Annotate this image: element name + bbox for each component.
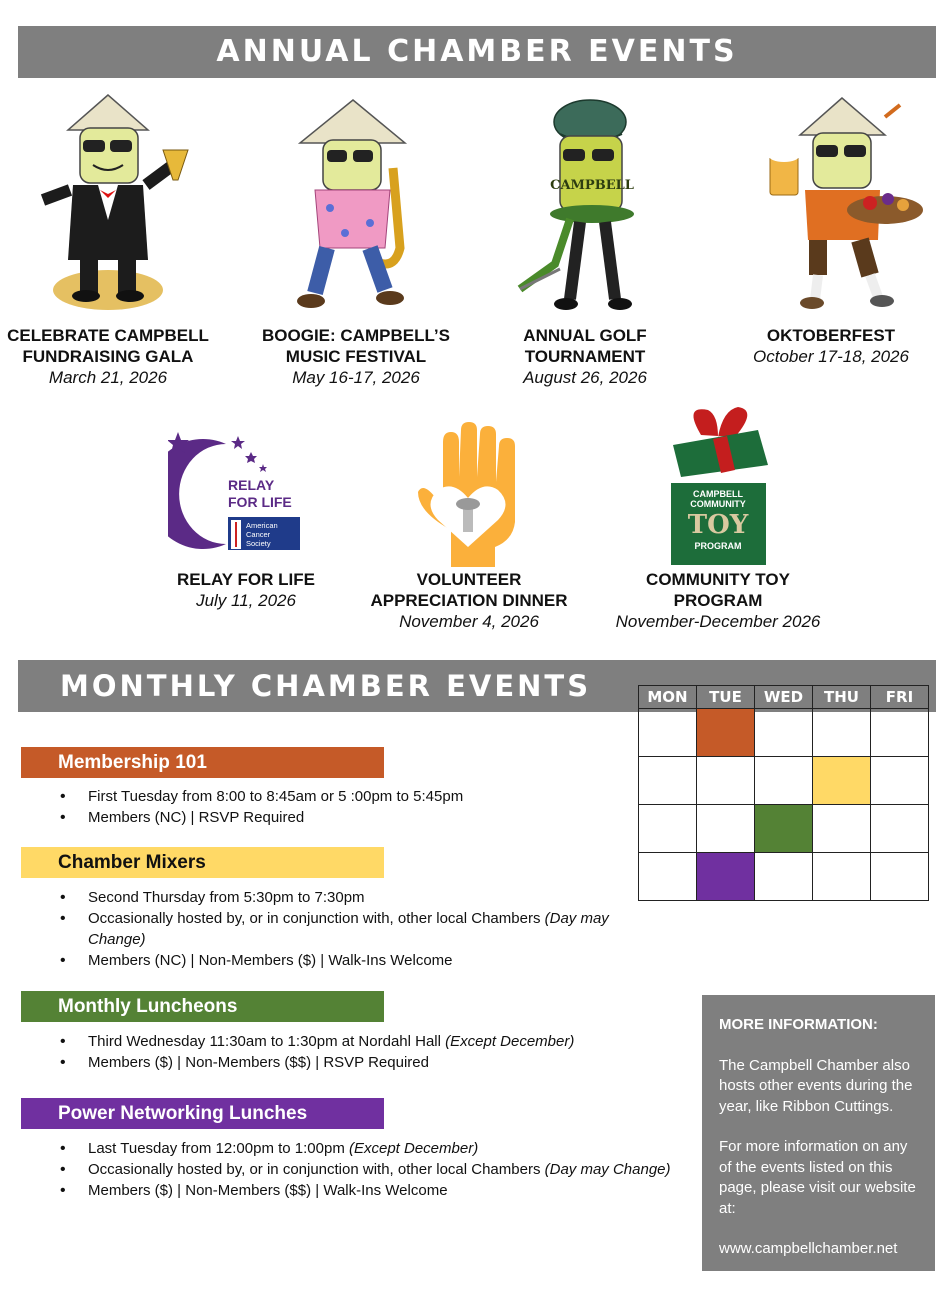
calendar-cell <box>871 853 929 901</box>
more-information-box <box>702 995 935 1271</box>
section-chamber-mixers-header: Chamber Mixers <box>21 847 384 878</box>
list-item <box>60 786 685 807</box>
calendar-cell <box>813 709 871 757</box>
event-date: October 17-18, 2026 <box>753 347 909 366</box>
event-volunteer-dinner <box>358 420 580 630</box>
event-name: BOOGIE: CAMPBELL’S MUSIC FESTIVAL <box>262 326 450 366</box>
bullet-text: Last Tuesday from 12:00pm to 1:00pm <box>88 1140 349 1157</box>
relay-for-life-logo <box>168 430 308 550</box>
list-item <box>60 950 685 971</box>
event-date: May 16-17, 2026 <box>292 368 420 387</box>
bullet-note: (Day may Change) <box>88 910 609 948</box>
bullet-text: Occasionally hosted by, or in conjunction with, other local Chambers <box>88 910 545 927</box>
event-music-festival <box>245 90 467 390</box>
list-item <box>60 887 685 908</box>
event-name: CELEBRATE CAMPBELL FUNDRAISING GALA <box>7 326 209 366</box>
calendar-cell <box>697 805 755 853</box>
list-item <box>60 807 685 828</box>
calendar-day-header: MON <box>639 686 697 709</box>
calendar-day-header: WED <box>755 686 813 709</box>
event-name: COMMUNITY TOY PROGRAM <box>646 570 790 610</box>
info-paragraph: The Campbell Chamber also hosts other events during the year, like Ribbon Cuttings. <box>719 1056 913 1115</box>
event-toy-program <box>600 405 836 635</box>
event-gala <box>0 90 216 390</box>
event-date: March 21, 2026 <box>48 368 168 387</box>
bullet-text: First Tuesday from 8:00 to 8:45am or 5 :00pm to 5:45pm <box>88 788 464 805</box>
calendar-cell <box>813 757 871 805</box>
bullet-text: Members (NC) | Non-Members ($) | Walk-Ins Welcome <box>88 952 453 969</box>
toy-program-gift-logo <box>663 405 773 570</box>
toy-logo-line1: CAMPBELL <box>693 489 743 499</box>
info-heading: MORE INFORMATION: <box>719 1016 878 1033</box>
golf-mascot-illustration <box>500 94 670 316</box>
acs-line3: Society <box>246 539 271 548</box>
calendar-week-row <box>639 709 929 757</box>
event-name: ANNUAL GOLF TOURNAMENT <box>523 326 647 366</box>
list-item <box>60 1138 685 1159</box>
info-paragraph: For more information on any of the events listed on this page, please visit our website at: <box>719 1138 916 1217</box>
bullet-text: Third Wednesday 11:30am to 1:30pm at Nordahl Hall <box>88 1033 446 1050</box>
oktoberfest-mascot-illustration <box>760 95 925 315</box>
calendar-cell <box>813 853 871 901</box>
calendar-cell <box>813 805 871 853</box>
calendar-cell <box>755 853 813 901</box>
calendar-cell <box>639 709 697 757</box>
monthly-events-banner: MONTHLY CHAMBER EVENTS <box>18 660 936 712</box>
music-festival-mascot-illustration <box>275 98 440 318</box>
relay-logo-line2: FOR LIFE <box>228 494 292 510</box>
calendar-day-header: TUE <box>697 686 755 709</box>
relay-logo-line1: RELAY <box>228 477 275 493</box>
event-golf-tournament <box>475 90 695 390</box>
toy-logo-line3: TOY <box>687 510 749 540</box>
bullet-text: Occasionally hosted by, or in conjunction with, other local Chambers <box>88 1161 545 1178</box>
event-name: RELAY FOR LIFE <box>177 570 315 589</box>
event-name: VOLUNTEER APPRECIATION DINNER <box>370 570 568 610</box>
list-item <box>60 1180 685 1201</box>
calendar-cell <box>697 853 755 901</box>
calendar-cell <box>871 709 929 757</box>
event-date: November-December 2026 <box>615 612 821 631</box>
list-item <box>60 1031 685 1052</box>
event-date: July 11, 2026 <box>196 591 296 610</box>
section-membership-101-header: Membership 101 <box>21 747 384 778</box>
calendar-cell <box>755 805 813 853</box>
section-power-networking-header: Power Networking Lunches <box>21 1098 384 1129</box>
website-link[interactable]: www.campbellchamber.net <box>719 1240 898 1257</box>
section-power-networking-list <box>60 1138 685 1201</box>
section-monthly-luncheons-list <box>60 1031 685 1073</box>
event-oktoberfest <box>720 90 942 390</box>
acs-line1: American <box>246 521 278 530</box>
calendar-cell <box>871 757 929 805</box>
event-name: OKTOBERFEST <box>766 326 896 345</box>
event-date: November 4, 2026 <box>399 612 539 631</box>
calendar-cell <box>697 757 755 805</box>
event-relay-for-life <box>140 430 352 620</box>
calendar-cell <box>755 757 813 805</box>
bullet-text: Members ($) | Non-Members ($$) | RSVP Required <box>88 1054 429 1071</box>
acs-line2: Cancer <box>246 530 271 539</box>
list-item <box>60 1052 685 1073</box>
bullet-note: (Except December) <box>445 1033 575 1050</box>
list-item <box>60 908 653 950</box>
bullet-note: (Day may Change) <box>544 1161 671 1178</box>
gala-mascot-illustration <box>28 90 193 315</box>
bullet-text: Members ($) | Non-Members ($$) | Walk-Ins Welcome <box>88 1182 448 1199</box>
calendar-cell <box>871 805 929 853</box>
list-item <box>60 1159 685 1180</box>
event-date: August 26, 2026 <box>523 368 647 387</box>
calendar-cell <box>755 709 813 757</box>
bullet-text: Second Thursday from 5:30pm to 7:30pm <box>88 889 365 906</box>
section-monthly-luncheons-header: Monthly Luncheons <box>21 991 384 1022</box>
section-chamber-mixers-list <box>60 887 685 971</box>
section-membership-101-list <box>60 786 685 828</box>
toy-logo-line4: PROGRAM <box>694 541 742 551</box>
calendar-cell <box>697 709 755 757</box>
volunteer-hand-heart-icon <box>413 422 523 570</box>
calendar-day-header: FRI <box>871 686 929 709</box>
golf-hat-text: CAMPBELL <box>550 178 634 193</box>
bullet-note: (Except December) <box>348 1140 479 1157</box>
bullet-text: Members (NC) | RSVP Required <box>88 809 305 826</box>
annual-events-banner: ANNUAL CHAMBER EVENTS <box>18 26 936 78</box>
calendar-day-header: THU <box>813 686 871 709</box>
toy-logo-line2: COMMUNITY <box>690 499 746 509</box>
